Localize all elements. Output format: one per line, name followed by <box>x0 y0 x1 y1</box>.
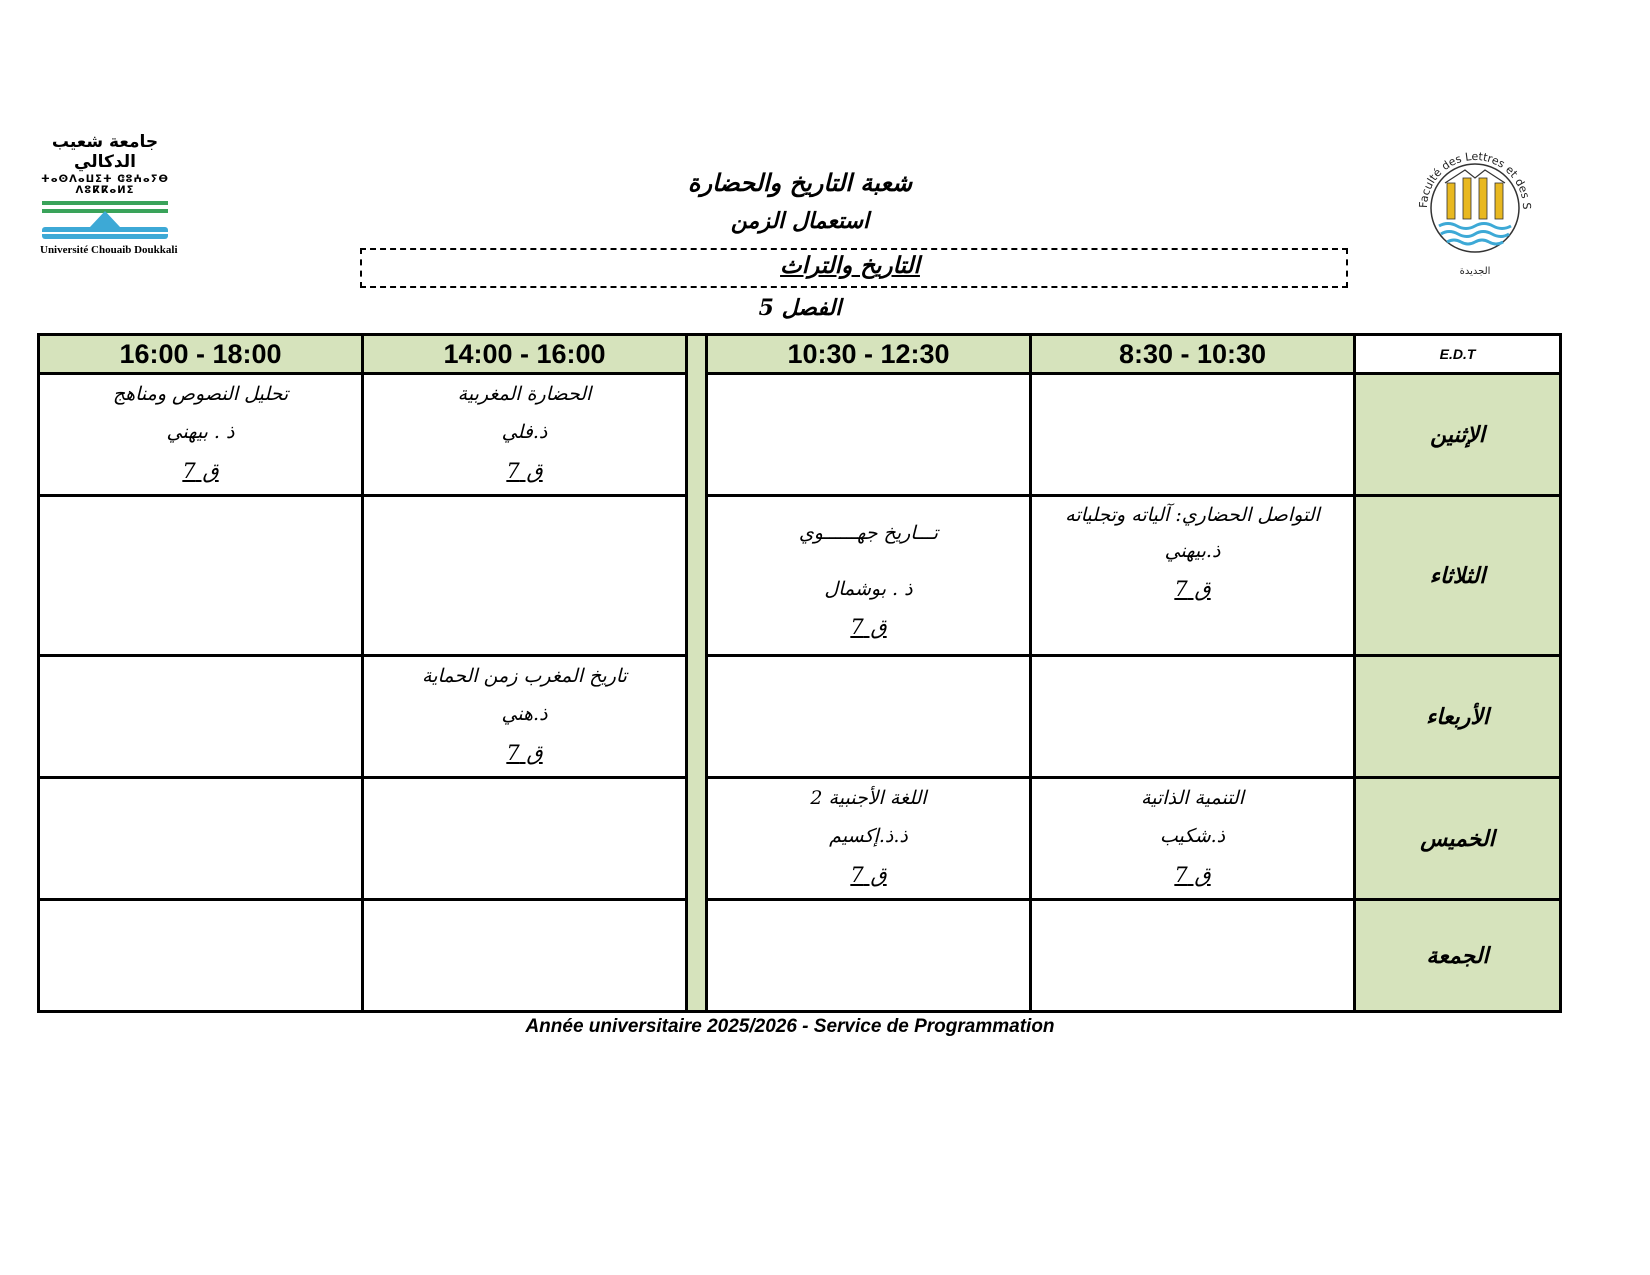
cell-thursday-slot4 <box>39 778 363 900</box>
university-name-french: Université Chouaib Doukkali <box>40 244 178 256</box>
course-name: تاريخ المغرب زمن الحماية <box>422 665 627 687</box>
department-title: شعبة التاريخ والحضارة <box>687 168 913 197</box>
cell-thursday-slot1 <box>1031 778 1355 900</box>
university-name-tifinagh: ⵜⴰⵙⴷⴰⵡⵉⵜ ⵛⵓⵄⴰⵢⴱ ⴷⵓⴽⴽⴰⵍⵉ <box>41 174 169 196</box>
cell-monday-slot4 <box>39 374 363 496</box>
day-row-monday <box>39 374 1561 496</box>
faculty-emblem-icon <box>1405 128 1545 288</box>
cell-monday-slot2 <box>707 374 1031 496</box>
room-label: ق 7 <box>1174 863 1211 887</box>
day-label-friday: الجمعة <box>1355 900 1561 1012</box>
footer-text: Année universitaire 2025/2026 - Service de Programmation <box>525 1016 1055 1037</box>
timetable <box>37 333 1562 1013</box>
slot-header-3: 14:00 - 16:00 <box>363 335 687 374</box>
cell-thursday-slot3 <box>363 778 687 900</box>
professor-name: ذ . بوشمال <box>824 578 913 600</box>
cell-tuesday-slot1 <box>1031 496 1355 656</box>
course-name: التواصل الحضاري: آلياته وتجلياته <box>1065 504 1320 526</box>
professor-name: ذ.بيهني <box>1164 540 1221 562</box>
course-name: التنمية الذاتية <box>1140 787 1244 809</box>
day-label-monday: الإثنين <box>1355 374 1561 496</box>
slot-header-2: 10:30 - 12:30 <box>707 335 1031 374</box>
university-emblem-icon <box>42 199 168 241</box>
cell-friday-slot2 <box>707 900 1031 1012</box>
semester-title: الفصل 5 <box>758 295 842 321</box>
cell-friday-slot3 <box>363 900 687 1012</box>
professor-name: ذ.ذ.إكسيم <box>829 825 908 847</box>
track-title: التاريخ والتراث <box>780 252 920 279</box>
cell-monday-slot3 <box>363 374 687 496</box>
professor-name: ذ.هني <box>501 703 548 725</box>
room-label: ق 7 <box>506 741 543 765</box>
university-name-arabic: جامعة شعيب الدكالي <box>51 132 159 172</box>
room-label: ق 7 <box>182 459 219 483</box>
room-label: ق 7 <box>1174 577 1211 601</box>
cell-tuesday-slot3 <box>363 496 687 656</box>
professor-name: ذ.شكيب <box>1159 825 1226 847</box>
cell-friday-slot4 <box>39 900 363 1012</box>
faculty-ring-text: Faculté des Lettres et des S <box>1416 149 1534 210</box>
cell-thursday-slot2 <box>707 778 1031 900</box>
cell-wednesday-slot3 <box>363 656 687 778</box>
schedule-title: استعمال الزمن <box>730 208 870 234</box>
day-label-wednesday: الأربعاء <box>1355 656 1561 778</box>
room-label: ق 7 <box>506 459 543 483</box>
cell-wednesday-slot1 <box>1031 656 1355 778</box>
faculty-city-text: الجديدة <box>1459 266 1491 277</box>
course-name: تـــاريخ جهــــــوي <box>798 522 939 544</box>
cell-monday-slot1 <box>1031 374 1355 496</box>
day-label-thursday: الخميس <box>1355 778 1561 900</box>
day-row-thursday <box>39 778 1561 900</box>
professor-name: ذ.فلي <box>501 421 548 443</box>
room-label: ق 7 <box>850 615 887 639</box>
midday-separator <box>687 335 707 1012</box>
room-label: ق 7 <box>850 863 887 887</box>
timetable-header-row <box>39 335 1561 374</box>
course-name: الحضارة المغربية <box>457 383 592 405</box>
slot-header-4: 16:00 - 18:00 <box>39 335 363 374</box>
day-row-tuesday <box>39 496 1561 656</box>
cell-tuesday-slot4 <box>39 496 363 656</box>
day-row-wednesday <box>39 656 1561 778</box>
slot-header-1: 8:30 - 10:30 <box>1031 335 1355 374</box>
edt-corner-label: E.D.T <box>1355 335 1561 374</box>
university-logo <box>40 132 178 262</box>
cell-wednesday-slot2 <box>707 656 1031 778</box>
cell-wednesday-slot4 <box>39 656 363 778</box>
course-name: تحليل النصوص ومناهج <box>112 383 289 405</box>
course-name: اللغة الأجنبية 2 <box>810 787 927 809</box>
cell-tuesday-slot2 <box>707 496 1031 656</box>
professor-name: ذ . بيهني <box>166 421 235 443</box>
day-row-friday <box>39 900 1561 1012</box>
faculty-logo <box>1405 128 1545 288</box>
cell-friday-slot1 <box>1031 900 1355 1012</box>
day-label-tuesday: الثلاثاء <box>1355 496 1561 656</box>
